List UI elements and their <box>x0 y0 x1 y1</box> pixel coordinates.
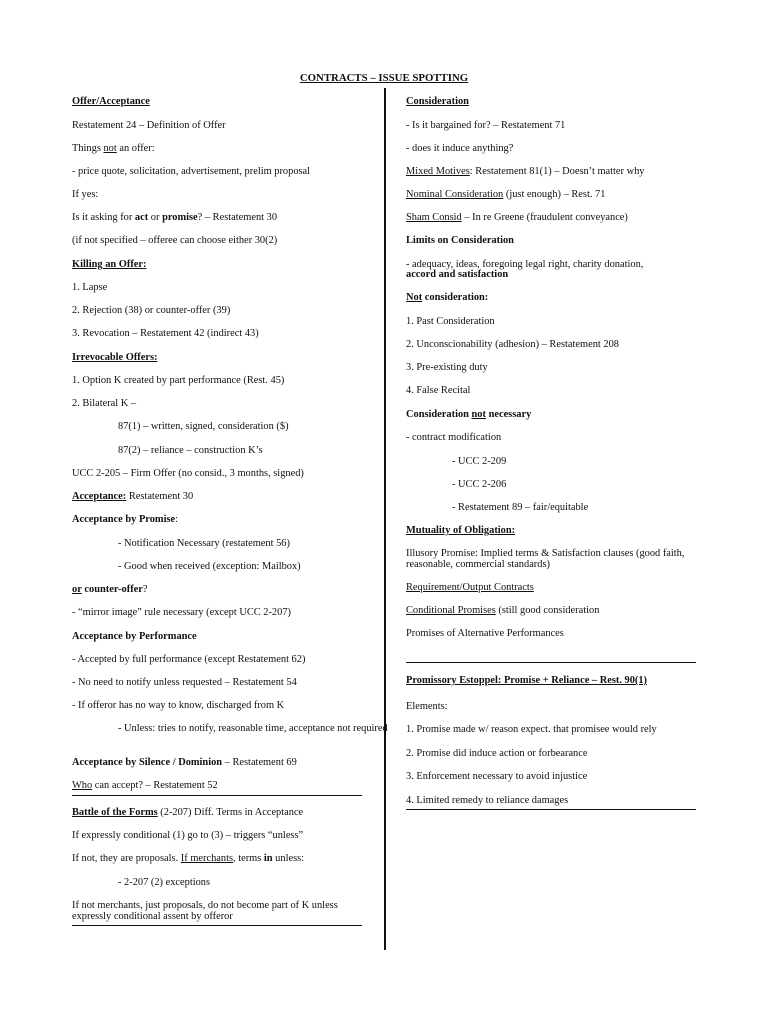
ucc-2-205-line: UCC 2-205 – Firm Offer (no consid., 3 months, signed) <box>72 468 304 479</box>
option-k-line: 1. Option K created by part performance (Rest. 45) <box>72 375 285 386</box>
offer-acceptance-heading: Offer/Acceptance <box>72 96 150 107</box>
element-2-line: 2. Promise did induce action or forbearance <box>406 748 588 759</box>
good-when-received-line: - Good when received (exception: Mailbox) <box>118 561 301 572</box>
unconscionability-line: 2. Unconscionability (adhesion) – Restatement 208 <box>406 339 619 350</box>
asking-act-promise-line: Is it asking for act or promise? – Restatement 30 <box>72 212 278 223</box>
section-87-1-line: 87(1) – written, signed, consideration ($) <box>118 421 289 432</box>
no-need-notify-line: - No need to notify unless requested – Restatement 54 <box>72 677 297 688</box>
past-consideration-line: 1. Past Consideration <box>406 316 495 327</box>
adequacy-line: - adequacy, ideas, foregoing legal right, charity donation, <box>406 259 644 270</box>
section-rule <box>72 925 362 926</box>
section-rule <box>72 795 362 796</box>
element-3-line: 3. Enforcement necessary to avoid injustice <box>406 771 588 782</box>
mirror-image-line: - “mirror image” rule necessary (except UCC 2-207) <box>72 607 291 618</box>
irrevocable-offers-heading: Irrevocable Offers: <box>72 352 158 363</box>
notification-necessary-line: - Notification Necessary (restatement 56) <box>118 538 290 549</box>
conditional-promises-line: Conditional Promises (still good consideration <box>406 605 600 616</box>
if-offeror-no-way-line: - If offeror has no way to know, discharged from K <box>72 700 285 711</box>
illusory-promise-line: Illusory Promise: Implied terms & Satisfaction clauses (good faith, reasonable, commercial standards) <box>406 548 685 570</box>
rejection-line: 2. Rejection (38) or counter-offer (39) <box>72 305 231 316</box>
if-expressly-conditional-line: If expressly conditional (1) go to (3) – triggers “unless” <box>72 830 304 841</box>
accord-satisfaction-line: accord and satisfaction <box>406 269 509 280</box>
promissory-estoppel-heading: Promissory Estoppel: Promise + Reliance – Rest. 90(1) <box>406 675 648 686</box>
pre-existing-duty-line: 3. Pre-existing duty <box>406 362 488 373</box>
element-4-line: 4. Limited remedy to reliance damages <box>406 795 569 806</box>
mixed-motives-line: Mixed Motives: Restatement 81(1) – Doesn’t matter why <box>406 166 645 177</box>
acceptance-by-silence-line: Acceptance by Silence / Dominion – Restatement 69 <box>72 757 297 768</box>
contract-modification-line: - contract modification <box>406 432 502 443</box>
induce-anything-line: - does it induce anything? <box>406 143 514 154</box>
exceptions-2207-line: - 2-207 (2) exceptions <box>118 877 211 888</box>
acceptance-line: Acceptance: Restatement 30 <box>72 491 194 502</box>
battle-of-forms-line: Battle of the Forms (2-207) Diff. Terms in Acceptance <box>72 807 304 818</box>
bilateral-k-line: 2. Bilateral K – <box>72 398 137 409</box>
not-consideration-heading: Not consideration: <box>406 292 489 303</box>
who-can-accept-line: Who can accept? – Restatement 52 <box>72 780 218 791</box>
consideration-heading: Consideration <box>406 96 469 107</box>
bargained-for-line: - Is it bargained for? – Restatement 71 <box>406 120 566 131</box>
sham-consideration-line: Sham Consid – In re Greene (fraudulent conveyance) <box>406 212 628 223</box>
things-not-offer-line: Things not an offer: <box>72 143 155 154</box>
killing-offer-heading: Killing an Offer: <box>72 259 147 270</box>
if-not-proposals-line: If not, they are proposals. If merchants, terms in unless: <box>72 853 305 864</box>
limits-on-consideration-heading: Limits on Consideration <box>406 235 514 246</box>
section-rule <box>406 809 696 810</box>
false-recital-line: 4. False Recital <box>406 385 471 396</box>
restatement-24-line: Restatement 24 – Definition of Offer <box>72 120 226 131</box>
column-divider <box>384 88 386 950</box>
elements-line: Elements: <box>406 701 448 712</box>
acceptance-by-performance-heading: Acceptance by Performance <box>72 631 197 642</box>
ucc-2-206-line: - UCC 2-206 <box>452 479 507 490</box>
if-yes-line: If yes: <box>72 189 99 200</box>
lapse-line: 1. Lapse <box>72 282 108 293</box>
if-not-specified-line: (if not specified – offeree can choose either 30(2) <box>72 235 278 246</box>
restatement-89-line: - Restatement 89 – fair/equitable <box>452 502 589 513</box>
alternative-performances-line: Promises of Alternative Performances <box>406 628 564 639</box>
mutuality-heading: Mutuality of Obligation: <box>406 525 516 536</box>
ucc-2-209-line: - UCC 2-209 <box>452 456 507 467</box>
consideration-not-necessary-heading: Consideration not necessary <box>406 409 532 420</box>
acceptance-by-promise-heading: Acceptance by Promise: <box>72 514 179 525</box>
element-1-line: 1. Promise made w/ reason expect. that promisee would rely <box>406 724 657 735</box>
accepted-full-performance-line: - Accepted by full performance (except Restatement 62) <box>72 654 306 665</box>
unless-tries-line: - Unless: tries to notify, reasonable time, acceptance not required <box>118 723 388 734</box>
section-87-2-line: 87(2) – reliance – construction K’s <box>118 445 263 456</box>
section-rule <box>406 662 696 663</box>
nominal-consideration-line: Nominal Consideration (just enough) – Rest. 71 <box>406 189 606 200</box>
revocation-line: 3. Revocation – Restatement 42 (indirect 43) <box>72 328 259 339</box>
requirement-output-line: Requirement/Output Contracts <box>406 582 534 593</box>
or-counter-offer-line: or counter-offer? <box>72 584 148 595</box>
price-quote-line: - price quote, solicitation, advertisement, prelim proposal <box>72 166 311 177</box>
if-not-merchants-line: If not merchants, just proposals, do not become part of K unless expressly conditional assent by offeror <box>72 900 338 922</box>
page-title: CONTRACTS – ISSUE SPOTTING <box>299 72 469 84</box>
